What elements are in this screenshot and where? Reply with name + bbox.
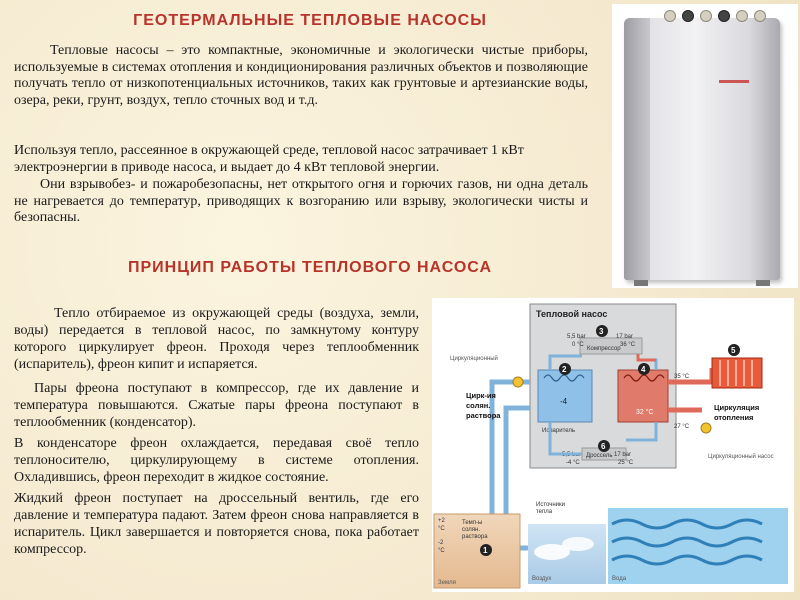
svg-text:Земля: Земля <box>438 580 456 586</box>
svg-text:Циркуляция: Циркуляция <box>714 403 760 412</box>
svg-text:Источники: Источники <box>536 502 565 508</box>
svg-text:5: 5 <box>731 346 736 355</box>
svg-text:Вода: Вода <box>612 576 627 582</box>
principle-heading: ПРИНЦИП РАБОТЫ ТЕПЛОВОГО НАСОСА <box>128 259 492 276</box>
compressor-label: Компрессор <box>587 346 621 352</box>
svg-text:2: 2 <box>562 365 567 374</box>
principle-paragraph-4: Жидкий фреон поступает на дроссельный вентиль, где его давление и температура падают. Затем фреон снова направляется в испаритель. Цикл завершается и повторяется снова, пока работает компрессор. <box>14 491 419 557</box>
svg-text:1: 1 <box>483 546 488 555</box>
svg-text:°С: °С <box>438 548 445 554</box>
svg-text:32 °C: 32 °C <box>636 409 654 416</box>
svg-text:-2: -2 <box>438 540 444 546</box>
intro-paragraph-2: Используя тепло, рассеянное в окружающей среде, тепловой насос затрачивает 1 кВт электроэнергии в приводе насоса, и выдает до 4 кВт тепловой энергии. <box>14 143 524 175</box>
svg-text:+2: +2 <box>438 518 445 524</box>
svg-text:Цирк-ия: Цирк-ия <box>466 391 496 400</box>
circulation-pump-left: Циркуляционный <box>450 356 498 362</box>
svg-text:отопления: отопления <box>714 413 754 422</box>
svg-text:-4 °C: -4 °C <box>566 460 580 466</box>
svg-text:17 bar: 17 bar <box>616 334 634 340</box>
svg-text:4: 4 <box>641 365 646 374</box>
svg-text:°С: °С <box>438 526 445 532</box>
principle-paragraph-2: Пары фреона поступают в компрессор, где их давление и температура повышаются. Сжатые пары фреона поступают в теплообменник (конденсатор). <box>14 381 419 430</box>
svg-text:раствора: раствора <box>462 534 488 540</box>
principle-paragraph-3: В конденсаторе фреон охлаждается, передавая своё тепло теплоносителю, циркулирующему в системе отопления. Охладившись, фреон переходит в жидкое состояние. <box>14 436 419 485</box>
svg-text:36 °C: 36 °C <box>620 342 636 348</box>
svg-text:солян.: солян. <box>462 527 481 533</box>
evaporator-label: Испаритель <box>542 428 576 434</box>
svg-text:Темп-ы: Темп-ы <box>462 520 483 526</box>
svg-text:6: 6 <box>601 442 606 451</box>
svg-text:Воздух: Воздух <box>532 576 552 582</box>
heat-pump-diagram <box>432 298 794 592</box>
svg-text:-4: -4 <box>560 397 568 406</box>
svg-text:25 °C: 25 °C <box>618 460 634 466</box>
svg-text:тепла: тепла <box>536 509 553 515</box>
svg-text:17 bar: 17 bar <box>614 452 632 458</box>
svg-text:5,5 bar: 5,5 bar <box>567 334 586 340</box>
intro-paragraph-1: Тепловые насосы – это компактные, экономичные и экологически чистые приборы, используемые в системах отопления и кондиционирования различных объектов и позволяющие получать тепло от низкопотенциальных источников, таких как грунтовые и артезианские воды, озера, реки, грунт, воздух, тепло сточных вод и т.д. <box>14 43 588 108</box>
diagram-title: Тепловой насос <box>536 309 608 319</box>
intro-paragraph-3: Они взрывобез- и пожаробезопасны, нет открытого огня и горючих газов, ни одна деталь не нагревается до температур, приводящих к возгоранию или взрыву, экологически чисты и безопасны. <box>14 177 588 225</box>
svg-text:5,5 bar: 5,5 bar <box>562 452 581 458</box>
throttle-label: Дроссель <box>586 453 613 459</box>
principle-paragraph-1: Тепло отбираемое из окружающей среды (воздуха, земли, воды) передается в тепловой насос, по замкнутому контуру которого циркулирует фреон. Проходя через теплообменник (испаритель), фреон кипит и испаряется. <box>14 306 419 372</box>
main-heading: ГЕОТЕРМАЛЬНЫЕ ТЕПЛОВЫЕ НАСОСЫ <box>133 12 487 29</box>
svg-text:0 °C: 0 °C <box>572 342 584 348</box>
heat-pump-photo <box>612 4 798 288</box>
svg-text:раствора: раствора <box>466 411 501 420</box>
svg-text:35 °C: 35 °C <box>674 374 690 380</box>
svg-text:27 °C: 27 °C <box>674 424 690 430</box>
svg-text:3: 3 <box>599 327 604 336</box>
brand-logo <box>719 80 749 83</box>
circulation-pump-right: Циркуляционный насос <box>708 454 774 460</box>
water-source <box>608 508 788 584</box>
svg-text:солян.: солян. <box>466 401 491 410</box>
